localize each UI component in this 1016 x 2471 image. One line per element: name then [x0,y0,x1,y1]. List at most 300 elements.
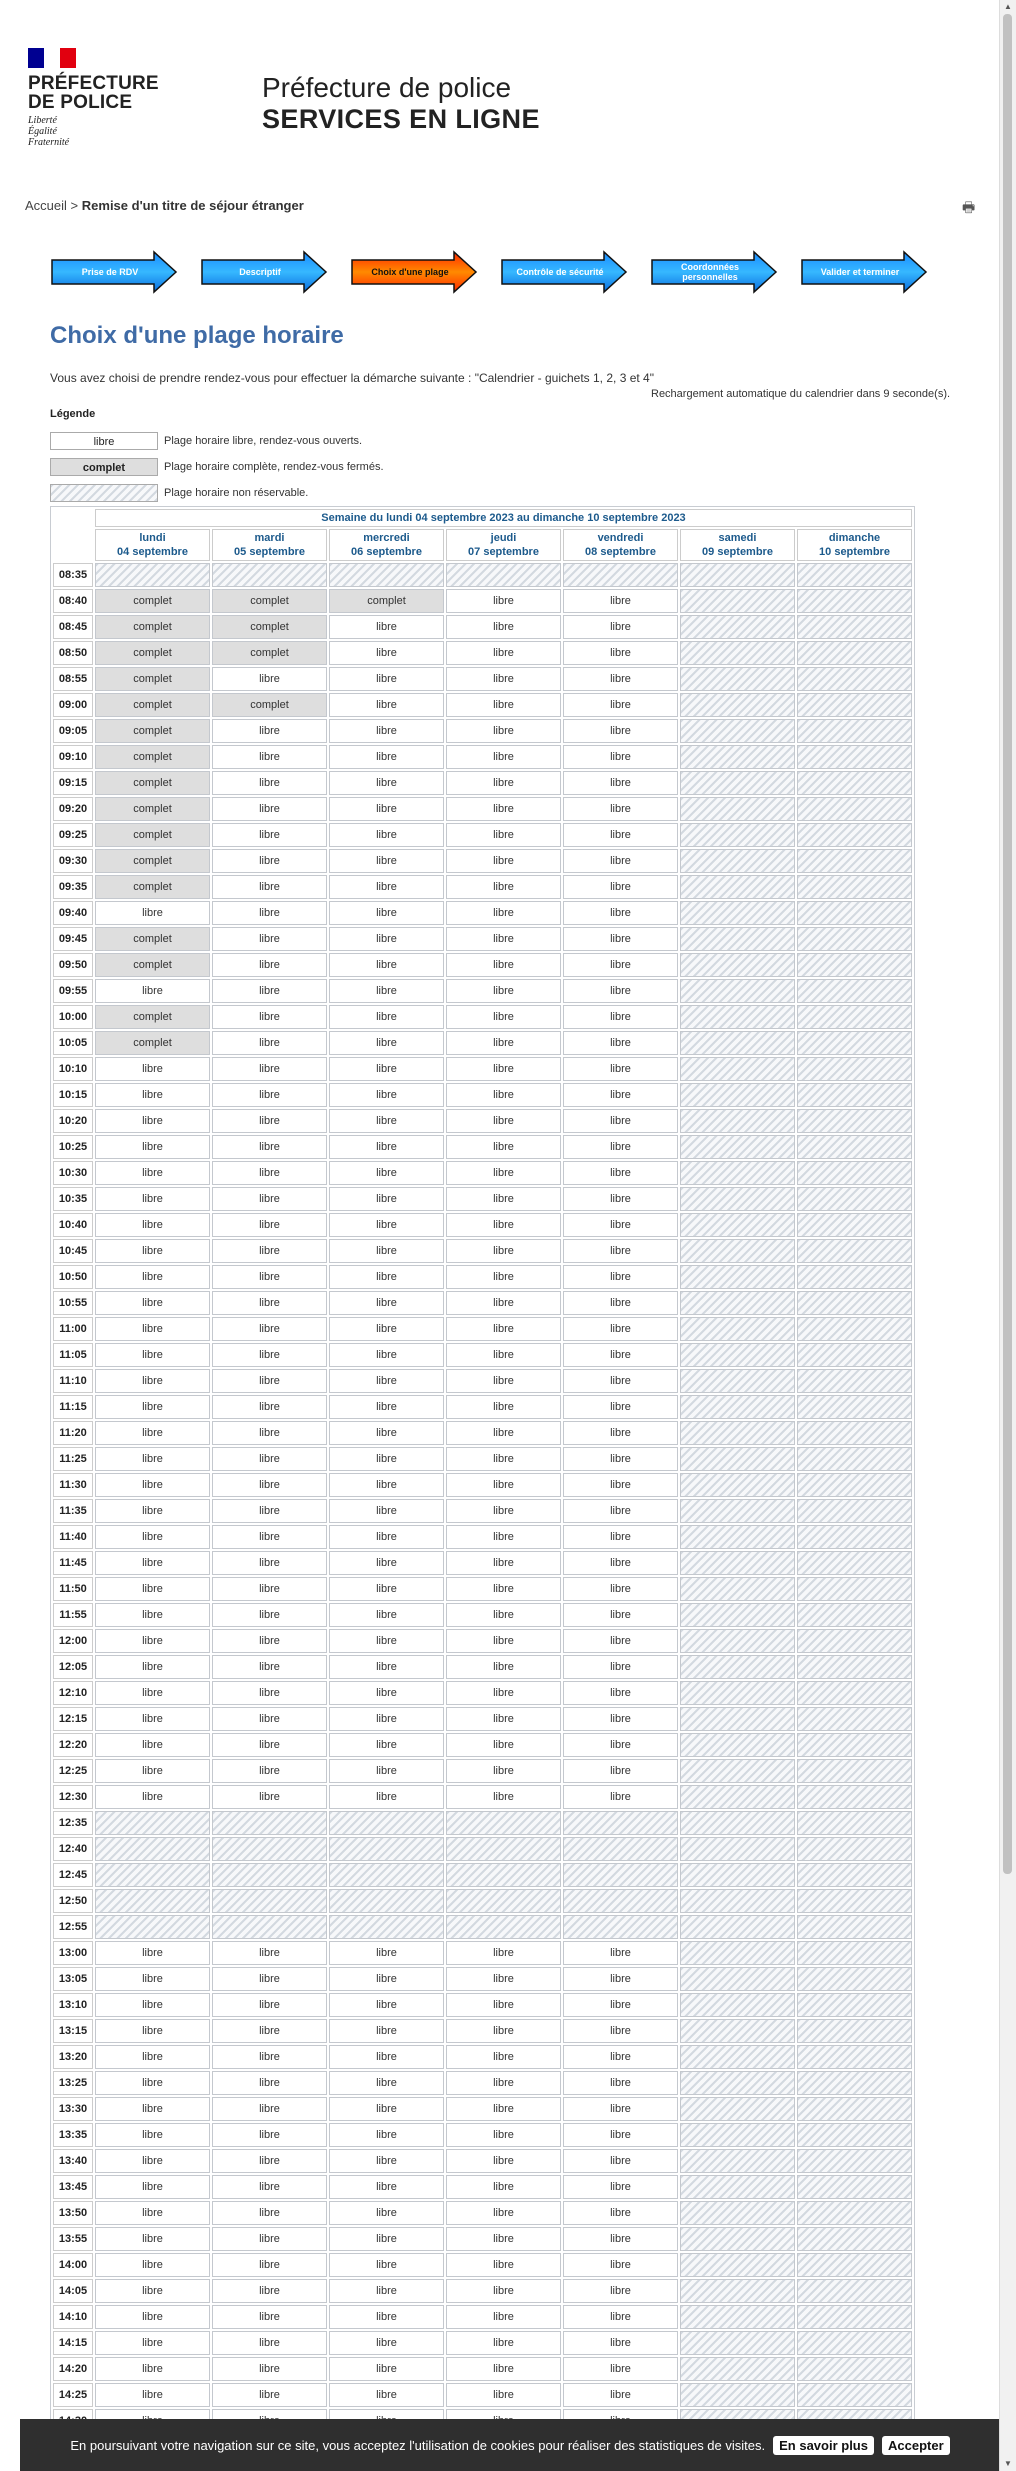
slot-libre[interactable]: libre [329,615,444,639]
slot-libre[interactable]: libre [563,745,678,769]
slot-libre[interactable]: libre [329,2383,444,2407]
slot-libre[interactable]: libre [563,2045,678,2069]
slot-libre[interactable]: libre [446,1161,561,1185]
scroll-down-icon[interactable]: ▼ [1004,2459,1012,2468]
slot-libre[interactable]: libre [563,1005,678,1029]
slot-libre[interactable]: libre [212,771,327,795]
slot-libre[interactable]: libre [329,1083,444,1107]
slot-libre[interactable]: libre [446,1057,561,1081]
slot-libre[interactable]: libre [95,1733,210,1757]
slot-libre[interactable]: libre [446,2357,561,2381]
slot-libre[interactable]: libre [212,719,327,743]
slot-libre[interactable]: libre [212,2357,327,2381]
slot-libre[interactable]: libre [95,2305,210,2329]
slot-libre[interactable]: libre [95,1967,210,1991]
slot-libre[interactable]: libre [95,2357,210,2381]
slot-libre[interactable]: libre [95,2331,210,2355]
slot-libre[interactable]: libre [212,2071,327,2095]
slot-libre[interactable]: libre [212,1239,327,1263]
slot-libre[interactable]: libre [446,875,561,899]
slot-libre[interactable]: libre [446,1213,561,1237]
slot-libre[interactable]: libre [563,849,678,873]
slot-libre[interactable]: libre [563,823,678,847]
slot-libre[interactable]: libre [563,797,678,821]
slot-libre[interactable]: libre [212,1135,327,1159]
slot-libre[interactable]: libre [563,719,678,743]
slot-libre[interactable]: libre [446,2279,561,2303]
slot-libre[interactable]: libre [95,1473,210,1497]
scroll-up-icon[interactable]: ▲ [1004,2,1012,11]
slot-libre[interactable]: libre [212,1083,327,1107]
slot-libre[interactable]: libre [446,1577,561,1601]
slot-libre[interactable]: libre [95,1369,210,1393]
slot-libre[interactable]: libre [95,1239,210,1263]
slot-libre[interactable]: libre [563,1057,678,1081]
slot-libre[interactable]: libre [95,1083,210,1107]
slot-libre[interactable]: libre [446,641,561,665]
slot-libre[interactable]: libre [563,589,678,613]
slot-libre[interactable]: libre [329,2123,444,2147]
slot-libre[interactable]: libre [446,1083,561,1107]
slot-libre[interactable]: libre [446,1265,561,1289]
slot-libre[interactable]: libre [329,1629,444,1653]
slot-libre[interactable]: libre [446,1473,561,1497]
slot-libre[interactable]: libre [212,1993,327,2017]
slot-libre[interactable]: libre [563,901,678,925]
slot-libre[interactable]: libre [446,2383,561,2407]
slot-libre[interactable]: libre [95,2279,210,2303]
slot-libre[interactable]: libre [446,1031,561,1055]
slot-libre[interactable]: libre [329,1031,444,1055]
slot-libre[interactable]: libre [329,1135,444,1159]
slot-libre[interactable]: libre [446,1005,561,1029]
slot-libre[interactable]: libre [446,823,561,847]
slot-libre[interactable]: libre [446,2097,561,2121]
slot-libre[interactable]: libre [95,1655,210,1679]
slot-libre[interactable]: libre [329,2305,444,2329]
slot-libre[interactable]: libre [212,2305,327,2329]
slot-libre[interactable]: libre [212,1109,327,1133]
slot-libre[interactable]: libre [329,2045,444,2069]
slot-libre[interactable]: libre [446,979,561,1003]
slot-libre[interactable]: libre [212,2279,327,2303]
slot-libre[interactable]: libre [446,1187,561,1211]
slot-libre[interactable]: libre [212,2227,327,2251]
slot-libre[interactable]: libre [446,2201,561,2225]
slot-libre[interactable]: libre [563,1655,678,1679]
slot-libre[interactable]: libre [446,2123,561,2147]
slot-libre[interactable]: libre [329,1603,444,1627]
slot-libre[interactable]: libre [95,1759,210,1783]
slot-libre[interactable]: libre [212,953,327,977]
slot-libre[interactable]: libre [212,1395,327,1419]
slot-libre[interactable]: libre [95,1577,210,1601]
slot-libre[interactable]: libre [563,1941,678,1965]
slot-libre[interactable]: libre [446,849,561,873]
slot-libre[interactable]: libre [212,1005,327,1029]
slot-libre[interactable]: libre [329,1941,444,1965]
slot-libre[interactable]: libre [95,2149,210,2173]
slot-libre[interactable]: libre [446,797,561,821]
slot-libre[interactable]: libre [563,1083,678,1107]
slot-libre[interactable]: libre [329,1057,444,1081]
slot-libre[interactable]: libre [563,1447,678,1471]
slot-libre[interactable]: libre [95,1395,210,1419]
slot-libre[interactable]: libre [563,2123,678,2147]
slot-libre[interactable]: libre [563,1577,678,1601]
slot-libre[interactable]: libre [446,1707,561,1731]
slot-libre[interactable]: libre [446,1395,561,1419]
slot-libre[interactable]: libre [563,2149,678,2173]
slot-libre[interactable]: libre [329,1967,444,1991]
cookie-more-button[interactable]: En savoir plus [773,2436,874,2455]
slot-libre[interactable]: libre [329,667,444,691]
slot-libre[interactable]: libre [563,1499,678,1523]
slot-libre[interactable]: libre [563,1161,678,1185]
slot-libre[interactable]: libre [212,1317,327,1341]
slot-libre[interactable]: libre [95,2045,210,2069]
slot-libre[interactable]: libre [446,953,561,977]
slot-libre[interactable]: libre [563,1525,678,1549]
slot-libre[interactable]: libre [95,1551,210,1575]
slot-libre[interactable]: libre [95,1213,210,1237]
slot-libre[interactable]: libre [446,1109,561,1133]
slot-libre[interactable]: libre [95,1447,210,1471]
slot-libre[interactable]: libre [95,1525,210,1549]
slot-libre[interactable]: libre [563,2097,678,2121]
slot-libre[interactable]: libre [212,979,327,1003]
slot-libre[interactable]: libre [329,641,444,665]
slot-libre[interactable]: libre [329,1473,444,1497]
slot-libre[interactable]: libre [446,1941,561,1965]
page-scrollbar[interactable] [999,0,1016,2471]
slot-libre[interactable]: libre [212,2019,327,2043]
slot-libre[interactable]: libre [563,693,678,717]
slot-libre[interactable]: libre [446,2019,561,2043]
slot-libre[interactable]: libre [329,953,444,977]
slot-libre[interactable]: libre [329,1187,444,1211]
slot-libre[interactable]: libre [563,641,678,665]
slot-libre[interactable]: libre [95,979,210,1003]
slot-libre[interactable]: libre [446,589,561,613]
slot-libre[interactable]: libre [329,2331,444,2355]
slot-libre[interactable]: libre [212,2123,327,2147]
slot-libre[interactable]: libre [446,1603,561,1627]
slot-libre[interactable]: libre [329,1109,444,1133]
slot-libre[interactable]: libre [563,1733,678,1757]
slot-libre[interactable]: libre [563,2383,678,2407]
slot-libre[interactable]: libre [95,1993,210,2017]
slot-libre[interactable]: libre [446,615,561,639]
slot-libre[interactable]: libre [563,2175,678,2199]
breadcrumb-home-link[interactable]: Accueil [25,198,67,213]
slot-libre[interactable]: libre [329,2149,444,2173]
slot-libre[interactable]: libre [446,693,561,717]
slot-libre[interactable]: libre [329,2097,444,2121]
slot-libre[interactable]: libre [95,1291,210,1315]
slot-libre[interactable]: libre [563,1239,678,1263]
slot-libre[interactable]: libre [563,1603,678,1627]
slot-libre[interactable]: libre [329,797,444,821]
slot-libre[interactable]: libre [563,1109,678,1133]
slot-libre[interactable]: libre [329,771,444,795]
slot-libre[interactable]: libre [212,1707,327,1731]
slot-libre[interactable]: libre [212,1057,327,1081]
slot-libre[interactable]: libre [329,1395,444,1419]
slot-libre[interactable]: libre [329,1005,444,1029]
slot-libre[interactable]: libre [95,1499,210,1523]
slot-libre[interactable]: libre [563,1369,678,1393]
slot-libre[interactable]: libre [212,1369,327,1393]
slot-libre[interactable]: libre [329,1759,444,1783]
slot-libre[interactable]: libre [329,1707,444,1731]
slot-libre[interactable]: libre [95,2201,210,2225]
slot-libre[interactable]: libre [95,2175,210,2199]
slot-libre[interactable]: libre [95,2383,210,2407]
slot-libre[interactable]: libre [95,2019,210,2043]
slot-libre[interactable]: libre [446,2305,561,2329]
slot-libre[interactable]: libre [212,1603,327,1627]
slot-libre[interactable]: libre [212,1785,327,1809]
slot-libre[interactable]: libre [95,2227,210,2251]
slot-libre[interactable]: libre [446,1317,561,1341]
scrollbar-thumb[interactable] [1003,14,1012,1874]
slot-libre[interactable]: libre [563,2071,678,2095]
slot-libre[interactable]: libre [563,1135,678,1159]
slot-libre[interactable]: libre [329,901,444,925]
slot-libre[interactable]: libre [212,1447,327,1471]
cookie-accept-button[interactable]: Accepter [882,2436,950,2455]
slot-libre[interactable]: libre [446,901,561,925]
slot-libre[interactable]: libre [329,1785,444,1809]
slot-libre[interactable]: libre [446,1447,561,1471]
slot-libre[interactable]: libre [212,1629,327,1653]
slot-libre[interactable]: libre [446,2253,561,2277]
slot-libre[interactable]: libre [329,927,444,951]
slot-libre[interactable]: libre [563,2019,678,2043]
slot-libre[interactable]: libre [563,1421,678,1445]
slot-libre[interactable]: libre [212,1967,327,1991]
slot-libre[interactable]: libre [212,1551,327,1575]
slot-libre[interactable]: libre [329,2071,444,2095]
slot-libre[interactable]: libre [95,1785,210,1809]
slot-libre[interactable]: libre [95,1421,210,1445]
slot-libre[interactable]: libre [212,901,327,925]
slot-libre[interactable]: libre [212,2331,327,2355]
slot-libre[interactable]: libre [95,1265,210,1289]
slot-libre[interactable]: libre [95,1629,210,1653]
printer-icon[interactable]: 🖶 [962,199,976,215]
slot-libre[interactable]: libre [329,875,444,899]
slot-libre[interactable]: libre [212,1291,327,1315]
prefecture-logo[interactable] [28,48,158,148]
slot-libre[interactable]: libre [563,2201,678,2225]
slot-libre[interactable]: libre [563,1629,678,1653]
slot-libre[interactable]: libre [329,2253,444,2277]
slot-libre[interactable]: libre [329,1343,444,1367]
slot-libre[interactable]: libre [446,2071,561,2095]
slot-libre[interactable]: libre [212,797,327,821]
slot-libre[interactable]: libre [329,745,444,769]
slot-libre[interactable]: libre [563,1681,678,1705]
slot-libre[interactable]: libre [329,849,444,873]
slot-libre[interactable]: libre [329,2357,444,2381]
slot-libre[interactable]: libre [446,1239,561,1263]
slot-libre[interactable]: libre [446,2331,561,2355]
slot-libre[interactable]: libre [563,2357,678,2381]
slot-libre[interactable]: libre [95,2071,210,2095]
slot-libre[interactable]: libre [329,2227,444,2251]
slot-libre[interactable]: libre [446,719,561,743]
slot-libre[interactable]: libre [212,1577,327,1601]
slot-libre[interactable]: libre [212,1213,327,1237]
slot-libre[interactable]: libre [212,2253,327,2277]
slot-libre[interactable]: libre [212,1499,327,1523]
slot-libre[interactable]: libre [212,2045,327,2069]
slot-libre[interactable]: libre [212,927,327,951]
slot-libre[interactable]: libre [563,615,678,639]
slot-libre[interactable]: libre [212,1187,327,1211]
slot-libre[interactable]: libre [563,2227,678,2251]
slot-libre[interactable]: libre [563,1291,678,1315]
slot-libre[interactable]: libre [95,1603,210,1627]
slot-libre[interactable]: libre [446,2175,561,2199]
slot-libre[interactable]: libre [329,2175,444,2199]
slot-libre[interactable]: libre [563,667,678,691]
slot-libre[interactable]: libre [95,1161,210,1185]
slot-libre[interactable]: libre [212,2383,327,2407]
slot-libre[interactable]: libre [329,1369,444,1393]
slot-libre[interactable]: libre [563,1031,678,1055]
slot-libre[interactable]: libre [563,1759,678,1783]
slot-libre[interactable]: libre [563,1213,678,1237]
slot-libre[interactable]: libre [446,1733,561,1757]
slot-libre[interactable]: libre [563,1785,678,1809]
slot-libre[interactable]: libre [329,719,444,743]
slot-libre[interactable]: libre [446,1785,561,1809]
slot-libre[interactable]: libre [212,1655,327,1679]
slot-libre[interactable]: libre [329,1161,444,1185]
slot-libre[interactable]: libre [563,2279,678,2303]
slot-libre[interactable]: libre [563,1395,678,1419]
slot-libre[interactable]: libre [329,1733,444,1757]
slot-libre[interactable]: libre [563,875,678,899]
slot-libre[interactable]: libre [212,2149,327,2173]
slot-libre[interactable]: libre [329,2019,444,2043]
slot-libre[interactable]: libre [329,1265,444,1289]
slot-libre[interactable]: libre [95,1187,210,1211]
slot-libre[interactable]: libre [212,875,327,899]
slot-libre[interactable]: libre [563,2331,678,2355]
slot-libre[interactable]: libre [95,1317,210,1341]
slot-libre[interactable]: libre [563,1967,678,1991]
slot-libre[interactable]: libre [95,1681,210,1705]
slot-libre[interactable]: libre [329,1291,444,1315]
slot-libre[interactable]: libre [446,927,561,951]
slot-libre[interactable]: libre [212,1265,327,1289]
slot-libre[interactable]: libre [212,1343,327,1367]
slot-libre[interactable]: libre [563,1707,678,1731]
slot-libre[interactable]: libre [563,1993,678,2017]
slot-libre[interactable]: libre [212,1473,327,1497]
slot-libre[interactable]: libre [446,1291,561,1315]
slot-libre[interactable]: libre [95,901,210,925]
slot-libre[interactable]: libre [563,979,678,1003]
slot-libre[interactable]: libre [446,1369,561,1393]
slot-libre[interactable]: libre [329,823,444,847]
slot-libre[interactable]: libre [563,1187,678,1211]
slot-libre[interactable]: libre [446,667,561,691]
slot-libre[interactable]: libre [212,1681,327,1705]
slot-libre[interactable]: libre [446,2045,561,2069]
slot-libre[interactable]: libre [95,1343,210,1367]
slot-libre[interactable]: libre [329,2279,444,2303]
slot-libre[interactable]: libre [329,1213,444,1237]
slot-libre[interactable]: libre [563,1265,678,1289]
slot-libre[interactable]: libre [446,1759,561,1783]
slot-libre[interactable]: libre [329,1681,444,1705]
slot-libre[interactable]: libre [212,1161,327,1185]
slot-libre[interactable]: libre [329,1239,444,1263]
slot-libre[interactable]: libre [329,1317,444,1341]
slot-libre[interactable]: libre [212,823,327,847]
slot-libre[interactable]: libre [446,2149,561,2173]
slot-libre[interactable]: libre [329,1421,444,1445]
slot-libre[interactable]: libre [446,2227,561,2251]
slot-libre[interactable]: libre [563,771,678,795]
slot-libre[interactable]: libre [329,1525,444,1549]
slot-libre[interactable]: libre [212,2201,327,2225]
slot-libre[interactable]: libre [212,1421,327,1445]
slot-libre[interactable]: libre [329,1551,444,1575]
slot-libre[interactable]: libre [446,1551,561,1575]
slot-libre[interactable]: libre [446,1135,561,1159]
slot-libre[interactable]: libre [95,1941,210,1965]
slot-libre[interactable]: libre [446,745,561,769]
slot-libre[interactable]: libre [212,1031,327,1055]
slot-libre[interactable]: libre [563,1317,678,1341]
slot-libre[interactable]: libre [563,2253,678,2277]
slot-libre[interactable]: libre [446,1993,561,2017]
slot-libre[interactable]: libre [329,1655,444,1679]
slot-libre[interactable]: libre [446,1499,561,1523]
slot-libre[interactable]: libre [212,849,327,873]
slot-libre[interactable]: libre [329,2201,444,2225]
slot-libre[interactable]: libre [563,2305,678,2329]
slot-libre[interactable]: libre [563,1473,678,1497]
slot-libre[interactable]: libre [563,927,678,951]
slot-libre[interactable]: libre [446,1343,561,1367]
slot-libre[interactable]: libre [95,1109,210,1133]
slot-libre[interactable]: libre [95,2253,210,2277]
slot-libre[interactable]: libre [329,1577,444,1601]
slot-libre[interactable]: libre [563,1551,678,1575]
slot-libre[interactable]: libre [212,1525,327,1549]
slot-libre[interactable]: libre [329,1993,444,2017]
slot-libre[interactable]: libre [446,1629,561,1653]
slot-libre[interactable]: libre [446,1655,561,1679]
slot-libre[interactable]: libre [446,771,561,795]
slot-libre[interactable]: libre [329,1499,444,1523]
slot-libre[interactable]: libre [212,2097,327,2121]
slot-libre[interactable]: libre [329,979,444,1003]
slot-libre[interactable]: libre [95,1057,210,1081]
slot-libre[interactable]: libre [446,1681,561,1705]
slot-libre[interactable]: libre [446,1525,561,1549]
slot-libre[interactable]: libre [212,2175,327,2199]
slot-libre[interactable]: libre [563,1343,678,1367]
slot-libre[interactable]: libre [446,1967,561,1991]
